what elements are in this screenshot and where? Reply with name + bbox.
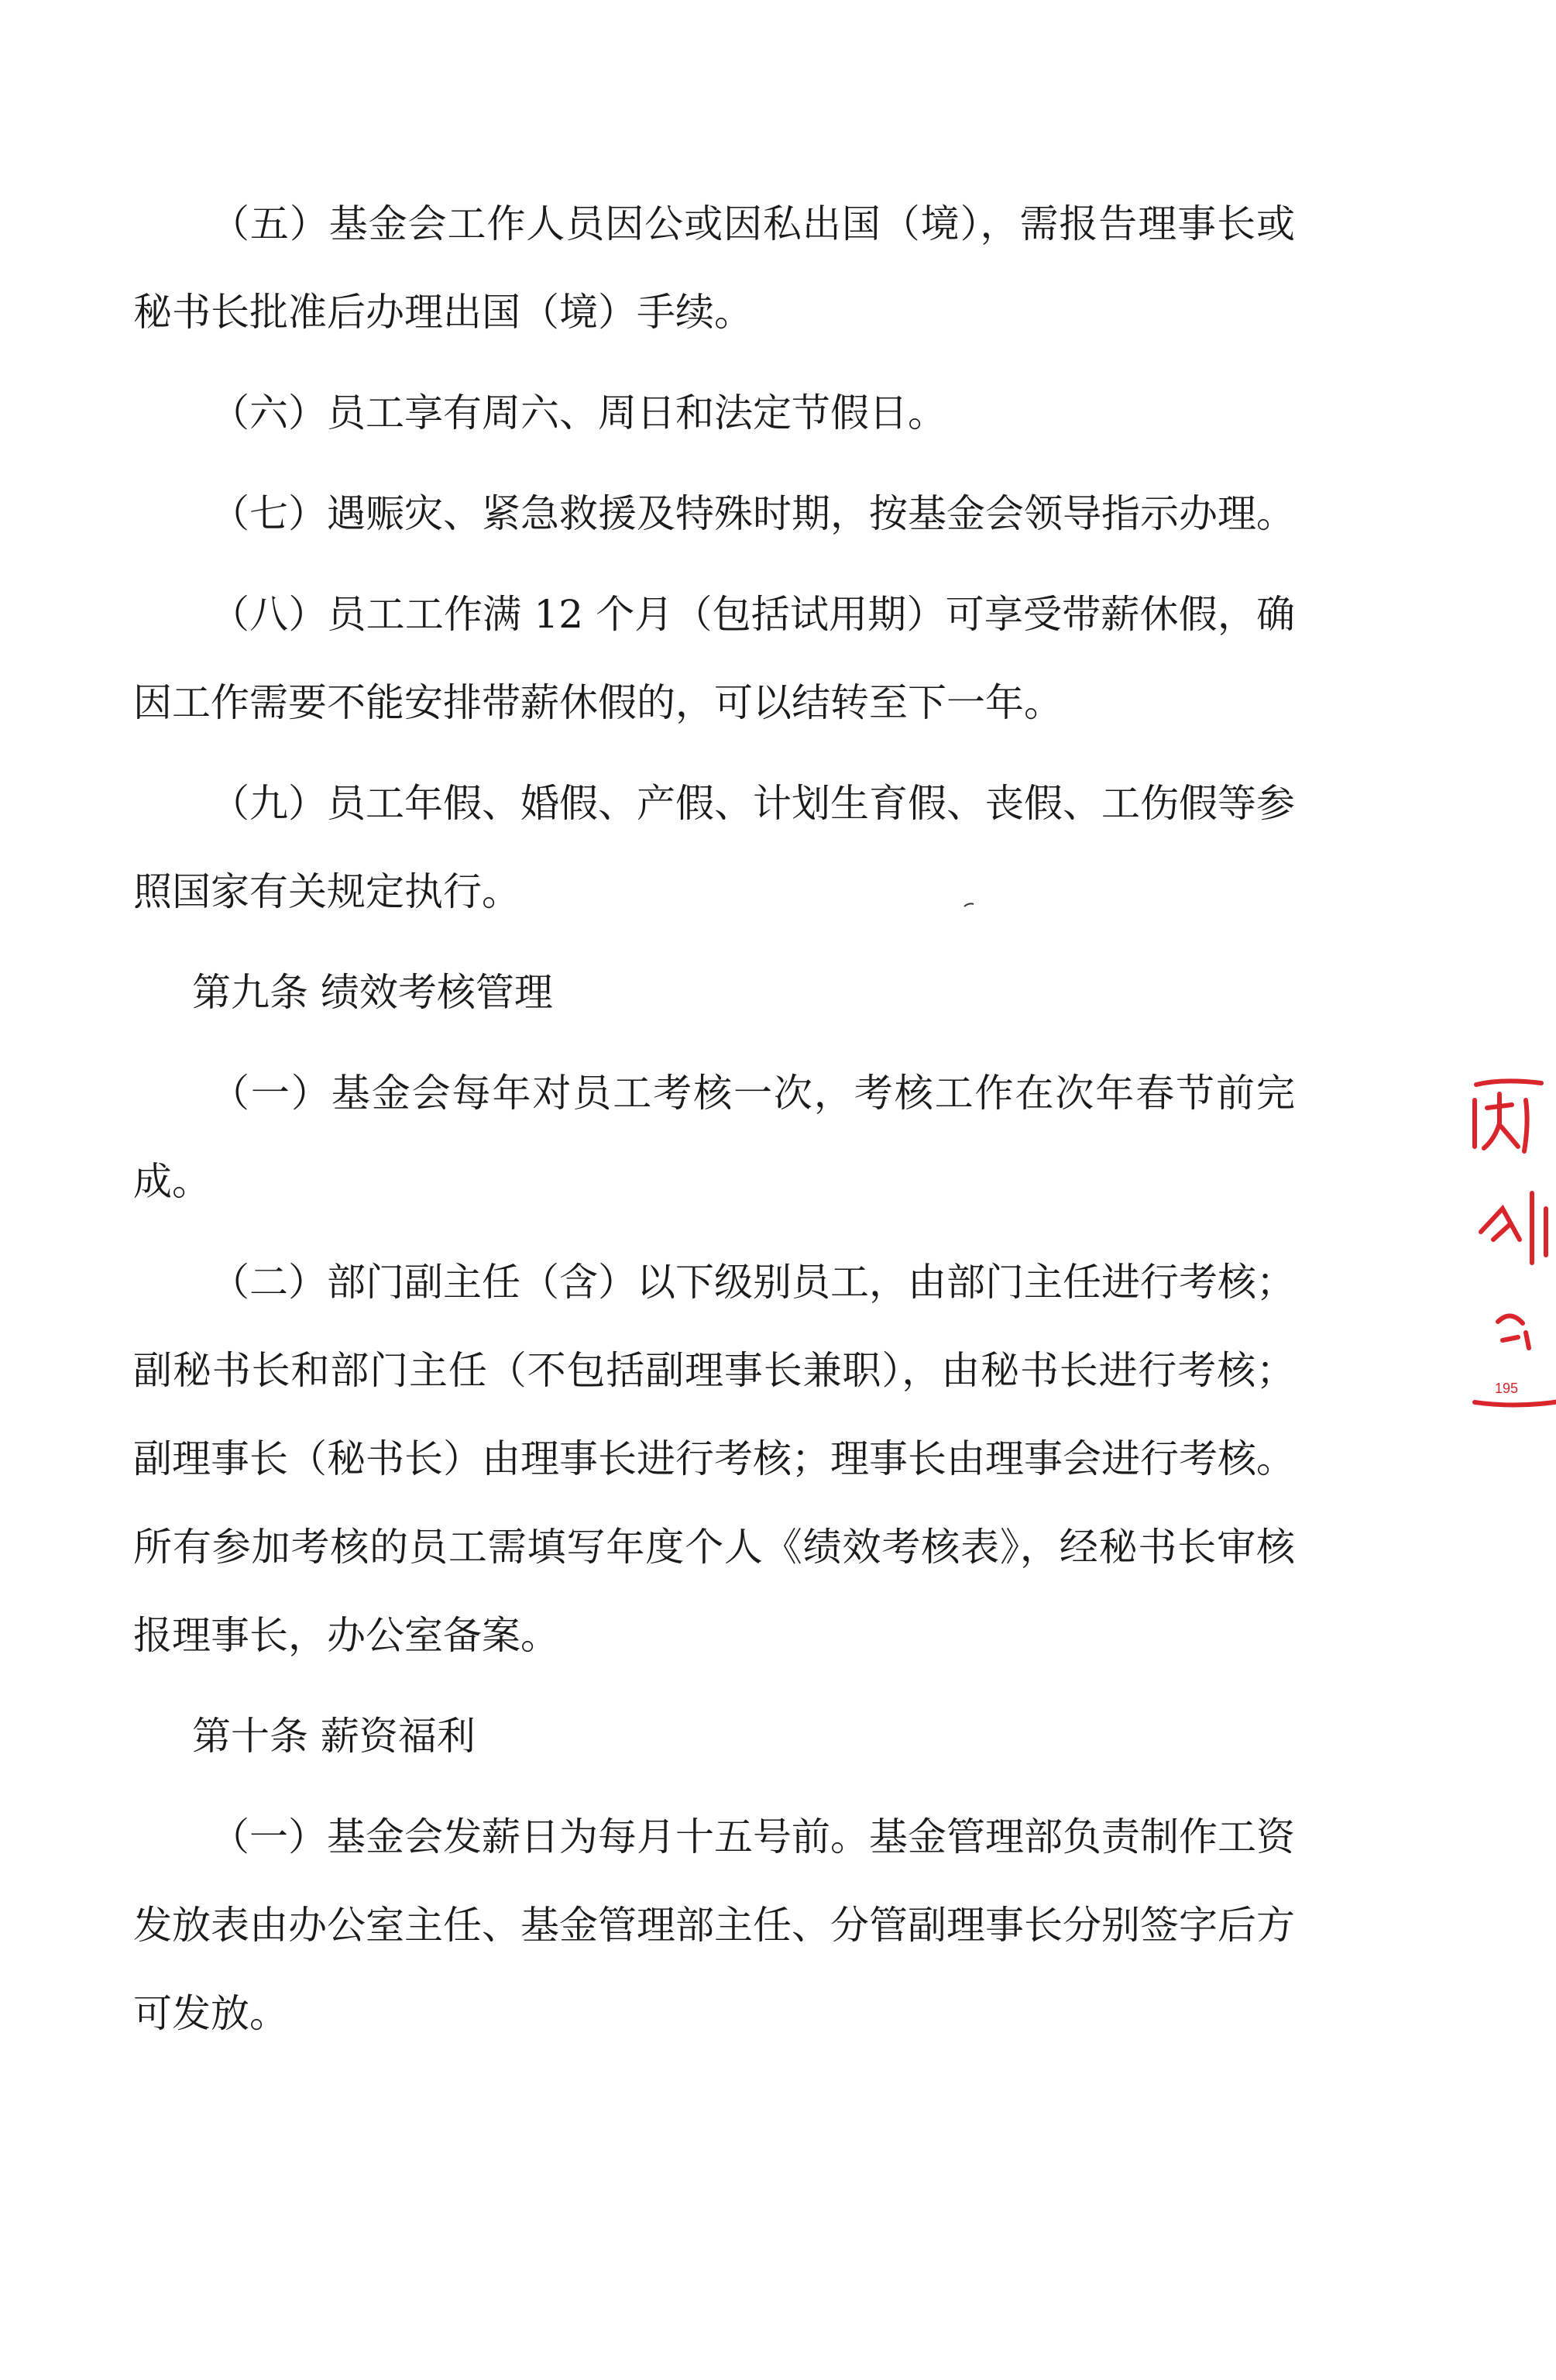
scan-speck — [963, 902, 974, 908]
seal-number: 195 — [1495, 1381, 1519, 1396]
article-9-heading: 第九条 绩效考核管理 — [192, 970, 553, 1015]
seal-stamp — [1472, 1077, 1556, 1410]
paragraph-review-responsibility: （二）部门副主任（含）以下级别员工，由部门主任进行考核；副秘书长和部门主任（不包括副理事长兼职），由秘书长进行考核；副理事长（秘书长）由理事长进行考核；理事长由理事会进行考核。所有参加考核的员工需填写年度个人《绩效考核表》，经秘书长审核报理事长，办公室备案。 — [133, 1260, 1295, 1658]
paragraph-leave-abroad: （五）基金会工作人员因公或因私出国（境），需报告理事长或秘书长批准后办理出国（境）手续。 — [133, 201, 1295, 335]
document-body — [133, 180, 1295, 2070]
paragraph-payday: （一）基金会发薪日为每月十五号前。基金管理部负责制作工资发放表由办公室主任、基金管理部主任、分管副理事长分别签字后方可发放。 — [133, 1814, 1295, 2036]
paragraph-annual-review: （一）基金会每年对员工考核一次，考核工作在次年春节前完成。 — [133, 1071, 1295, 1204]
paragraph-paid-leave: （八）员工工作满 12 个月（包括试用期）可享受带薪休假，确因工作需要不能安排带薪休假的，可以结转至下一年。 — [133, 592, 1295, 725]
article-10-heading: 第十条 薪资福利 — [192, 1714, 476, 1759]
paragraph-weekends-holidays: （六）员工享有周六、周日和法定节假日。 — [211, 390, 946, 435]
paragraph-other-leave: （九）员工年假、婚假、产假、计划生育假、丧假、工伤假等参照国家有关规定执行。 — [133, 781, 1295, 914]
paragraph-disaster-relief: （七）遇赈灾、紧急救援及特殊时期，按基金会领导指示办理。 — [211, 491, 1295, 536]
